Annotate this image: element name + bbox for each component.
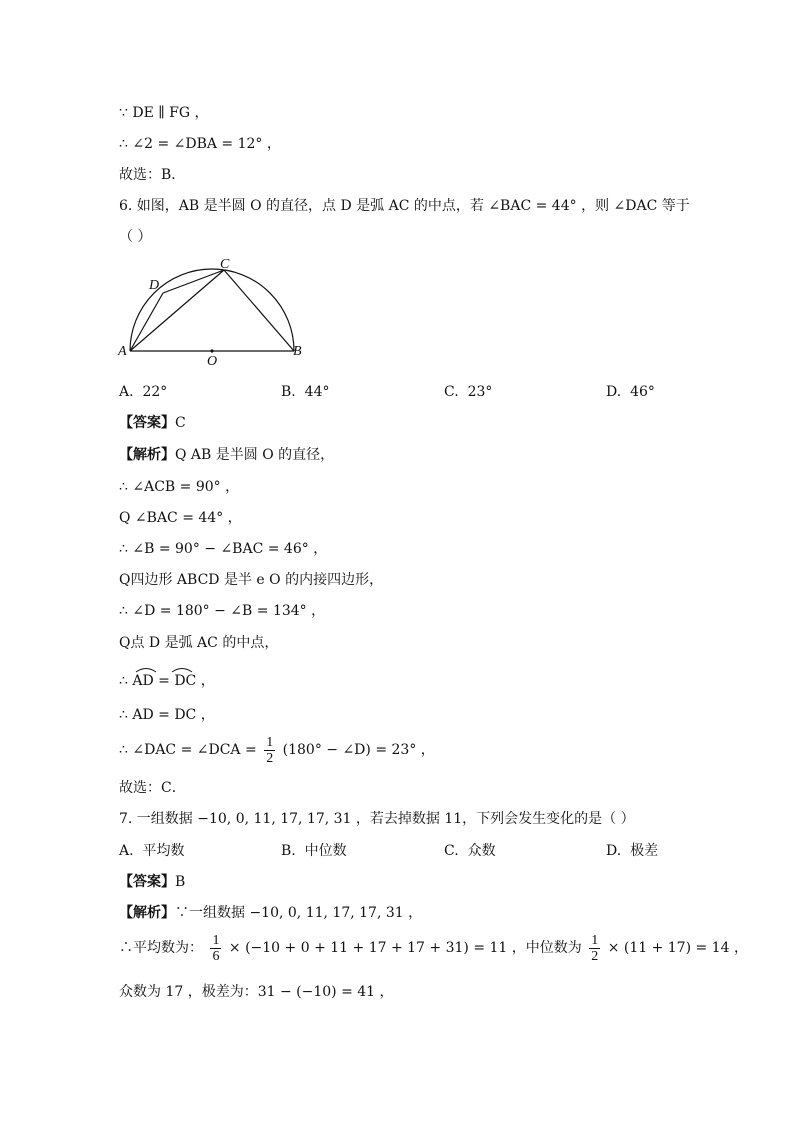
q6-solution-line: ∴ ∠DAC = ∠DCA = $\frac{1}{2}$ (180° − ∠D) = 23° ， [119, 734, 435, 766]
chord-ac [130, 270, 224, 351]
q6-solution-line: ∴ ∠ACB = 90° ， [119, 479, 240, 495]
text-line: 故选：B． [119, 167, 186, 183]
q7-solution-line: 【解析】∵一组数据 −10, 0, 11, 17, 17, 31 ， [119, 905, 423, 921]
q6-option-a: A. 22° [119, 384, 168, 400]
q6-solution-line: Q四边形 ABCD 是半 e O 的内接四边形， [119, 572, 384, 588]
center-point [210, 349, 213, 352]
fraction: $\frac{1}{2}$ [266, 734, 274, 766]
q6-option-d: D. 46° [606, 384, 655, 400]
q6-solution-line: ∴ ∠B = 90° − ∠BAC = 46° ， [119, 541, 328, 557]
label-o: O [207, 354, 218, 369]
label-c: C [220, 257, 230, 272]
q7-solution-line: 众数为 17 ，极差为：31 − (−10) = 41 ， [119, 984, 394, 1000]
fraction: $\frac{1}{2}$ [591, 932, 599, 964]
q7-solution-line: ∴平均数为： $\frac{1}{6}$ × (−10 + 0 + 11 + 17 + 17 + 31) = 11 ，中位数为 $\frac{1}{2}$ × (11 + 17) = 14 ， [119, 932, 748, 964]
q7-option-c: C. 众数 [444, 843, 496, 859]
q6-solution-line: Q点 D 是弧 AC 的中点， [119, 635, 279, 651]
q7-option-b: B. 中位数 [281, 843, 347, 859]
chord-dc [163, 270, 224, 293]
semicircle-figure [116, 256, 316, 372]
q6-solution-line: Q ∠BAC = 44° ， [119, 510, 242, 526]
fraction: $\frac{1}{6}$ [212, 932, 220, 964]
q7-option-d: D. 极差 [606, 843, 659, 859]
label-a: A [118, 344, 127, 359]
label-b: B [293, 344, 302, 359]
q6-solution-line: 【解析】Q AB 是半圆 O 的直径， [119, 447, 335, 463]
label-d: D [149, 278, 160, 293]
q7-answer: 【答案】B [119, 874, 186, 890]
q6-answer: 【答案】C [119, 415, 186, 431]
arc-mark-dc [171, 665, 193, 673]
q6-solution-line: 故选：C． [119, 780, 186, 796]
question-6-stem: 6. 如图，AB 是半圆 O 的直径，点 D 是弧 AC 的中点，若 ∠BAC = 44° ，则 ∠DAC 等于 [119, 198, 690, 214]
text-line: ∵ DE ∥ FG ， [119, 105, 209, 121]
q6-option-b: B. 44° [281, 384, 330, 400]
question-7-stem: 7. 一组数据 −10, 0, 11, 17, 17, 31 ，若去掉数据 11，下列会发生变化的是（ ） [119, 811, 635, 827]
text-line: ∴ ∠2 = ∠DBA = 12° ， [119, 136, 281, 152]
q7-option-a: A. 平均数 [119, 843, 185, 859]
q6-solution-line: ∴ ∠D = 180° − ∠B = 134° ， [119, 603, 326, 619]
q6-option-c: C. 23° [444, 384, 493, 400]
arc-mark-ad [135, 665, 157, 673]
q6-solution-line: ∴ AD = DC ， [119, 671, 215, 691]
q6-solution-line: ∴ AD = DC ， [119, 707, 215, 723]
question-6-bracket: （ ） [119, 229, 152, 245]
